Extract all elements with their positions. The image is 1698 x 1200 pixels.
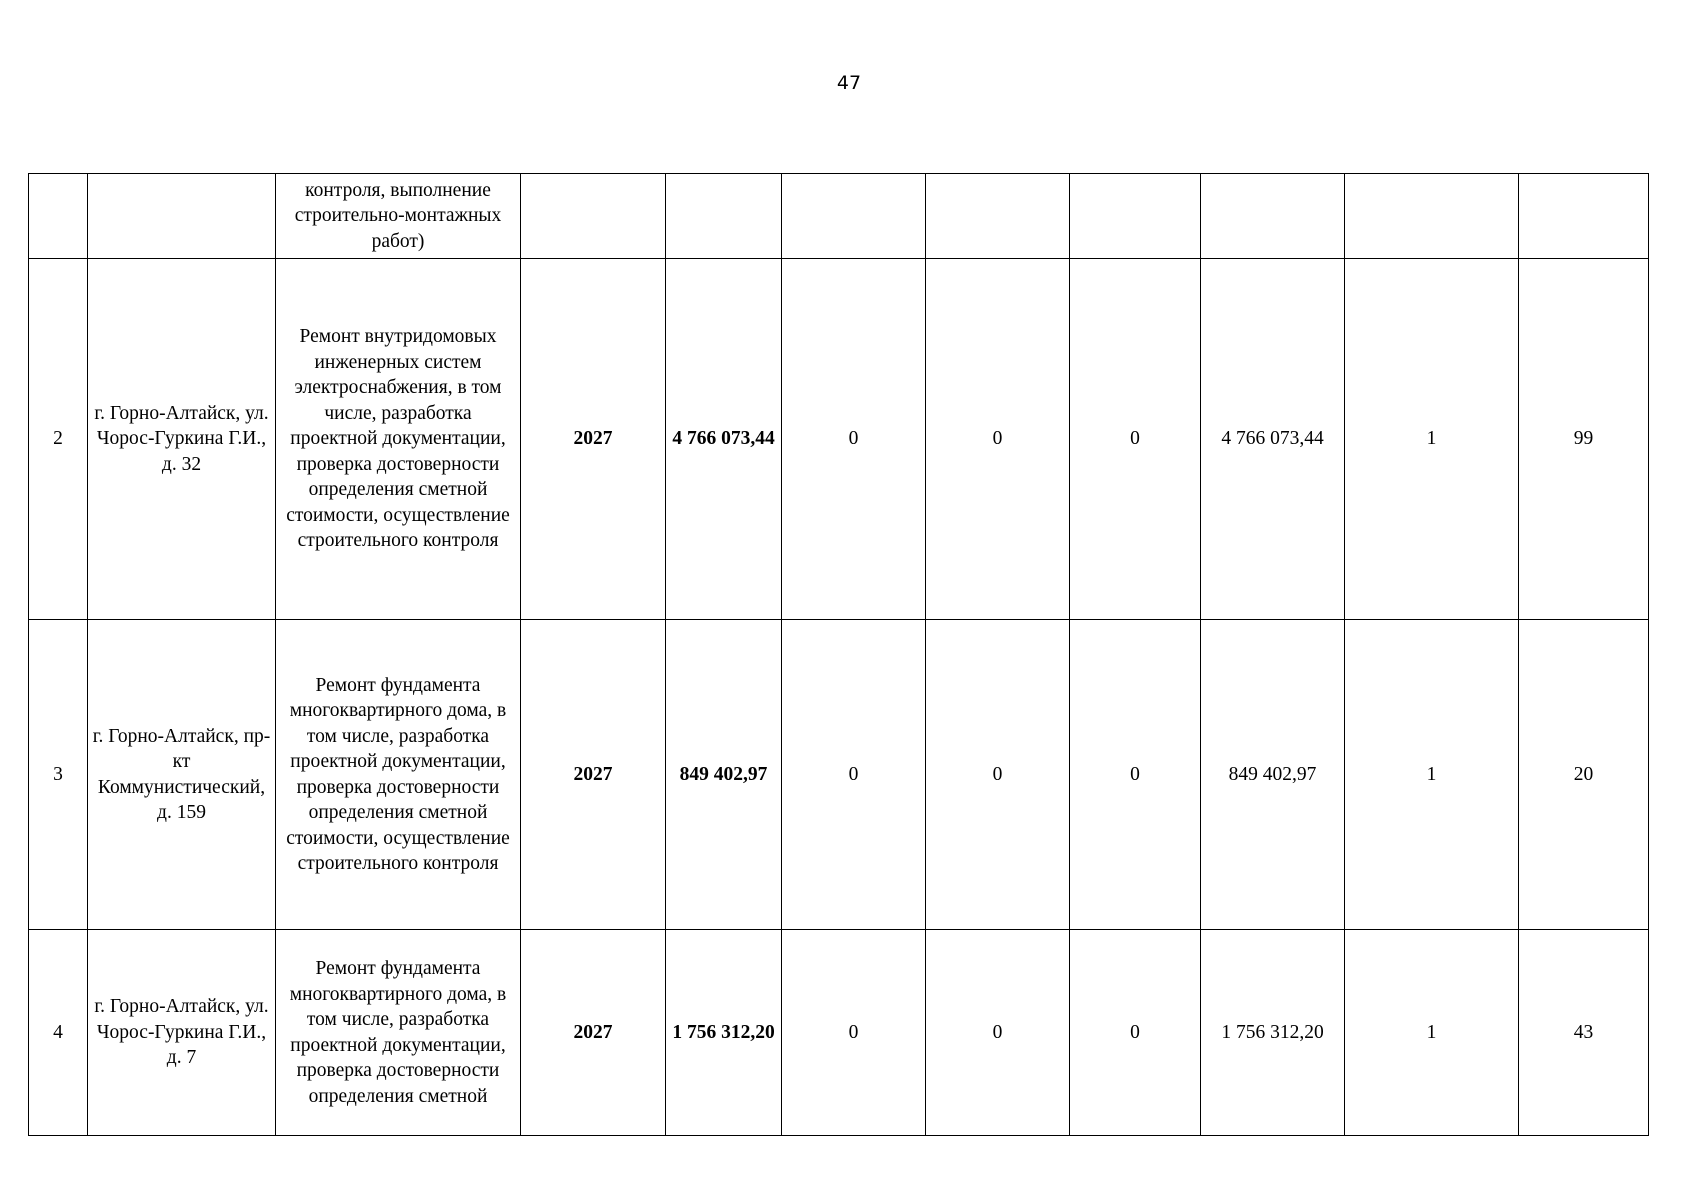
row-number: 2: [29, 259, 88, 620]
value-cell: 0: [926, 259, 1070, 620]
value-cell: 1: [1345, 930, 1519, 1136]
total-cost-cell: 849 402,97: [666, 620, 782, 930]
table-row: [29, 259, 1649, 620]
value-cell: [1519, 174, 1649, 259]
value-cell: [782, 174, 926, 259]
amount-cell: 849 402,97: [1201, 620, 1345, 930]
work-description-cell: Ремонт фундамента многоквартирного дома, в том числе, разработка проектной документации, проверка достоверности определения сметной: [276, 930, 521, 1136]
total-cost-cell: [666, 174, 782, 259]
amount-cell: 4 766 073,44: [1201, 259, 1345, 620]
address-cell: г. Горно-Алтайск, пр-кт Коммунистический, д. 159: [88, 620, 276, 930]
value-cell: 0: [1070, 259, 1201, 620]
value-cell: 43: [1519, 930, 1649, 1136]
value-cell: [1345, 174, 1519, 259]
value-cell: 0: [926, 930, 1070, 1136]
value-cell: [926, 174, 1070, 259]
value-cell: 1: [1345, 620, 1519, 930]
program-table: [28, 173, 1649, 1136]
row-number: [29, 174, 88, 259]
value-cell: 0: [1070, 930, 1201, 1136]
row-number: 4: [29, 930, 88, 1136]
amount-cell: [1201, 174, 1345, 259]
year-cell: 2027: [521, 259, 666, 620]
work-description-cell: Ремонт внутридомовых инженерных систем электроснабжения, в том числе, разработка проектной документации, проверка достоверности определения сметной стоимости, осуществление строительного контроля: [276, 259, 521, 620]
page-number: 47: [836, 72, 862, 94]
value-cell: 20: [1519, 620, 1649, 930]
value-cell: 99: [1519, 259, 1649, 620]
row-number: 3: [29, 620, 88, 930]
year-cell: 2027: [521, 620, 666, 930]
table-row: [29, 174, 1649, 259]
address-cell: г. Горно-Алтайск, ул. Чорос-Гуркина Г.И., д. 7: [88, 930, 276, 1136]
year-cell: 2027: [521, 930, 666, 1136]
value-cell: 0: [1070, 620, 1201, 930]
work-description-cell: контроля, выполнение строительно-монтажных работ): [276, 174, 521, 259]
table-row: [29, 930, 1649, 1136]
value-cell: 0: [782, 259, 926, 620]
total-cost-cell: 4 766 073,44: [666, 259, 782, 620]
value-cell: 0: [782, 930, 926, 1136]
value-cell: 0: [926, 620, 1070, 930]
year-cell: [521, 174, 666, 259]
value-cell: [1070, 174, 1201, 259]
value-cell: 1: [1345, 259, 1519, 620]
value-cell: 0: [782, 620, 926, 930]
table-row: [29, 620, 1649, 930]
address-cell: г. Горно-Алтайск, ул. Чорос-Гуркина Г.И., д. 32: [88, 259, 276, 620]
address-cell: [88, 174, 276, 259]
total-cost-cell: 1 756 312,20: [666, 930, 782, 1136]
work-description-cell: Ремонт фундамента многоквартирного дома, в том числе, разработка проектной документации, проверка достоверности определения сметной стоимости, осуществление строительного контроля: [276, 620, 521, 930]
amount-cell: 1 756 312,20: [1201, 930, 1345, 1136]
